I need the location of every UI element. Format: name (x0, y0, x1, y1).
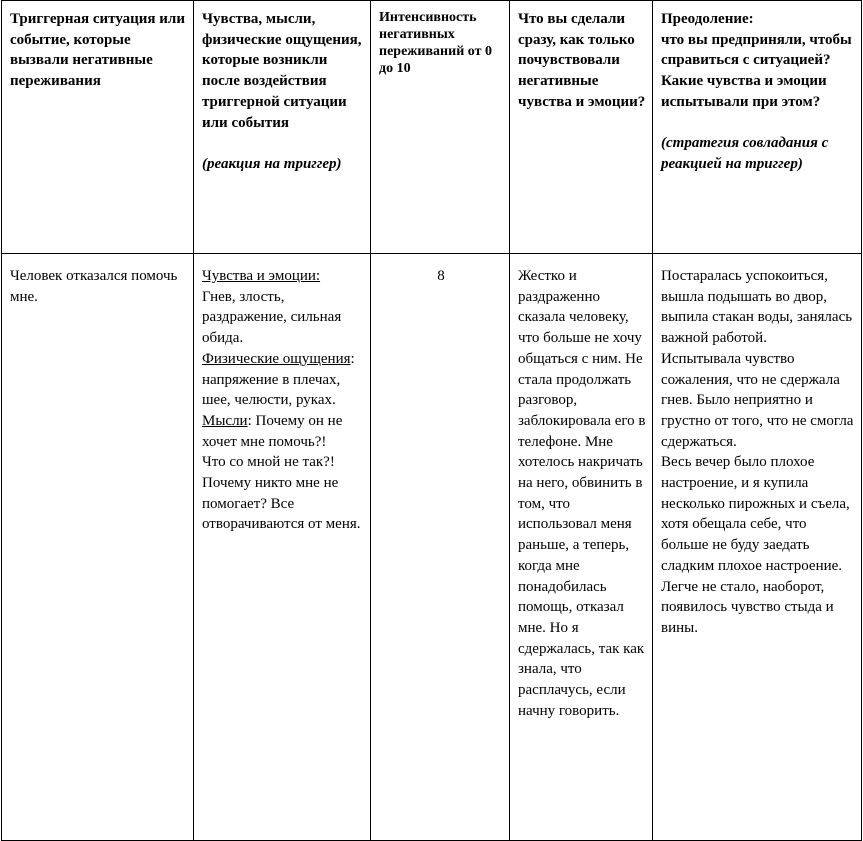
cell-coping (653, 254, 862, 841)
cell-intensity (371, 254, 510, 841)
header-coping (653, 1, 862, 254)
cbt-worksheet-table (1, 0, 862, 841)
physical-colon: : (350, 350, 355, 367)
header-trigger-situation-text: Триггерная ситуация или событие, которые вызвали негативные переживания (10, 11, 185, 90)
feelings-label: Чувства и эмоции: (202, 268, 321, 284)
header-coping-note: (стратегия совладания с реакцией на триггер) (661, 135, 829, 172)
cell-immediate-action (510, 254, 653, 841)
header-coping-line1: Преодоление: (661, 11, 754, 27)
intensity-value: 8 (437, 268, 445, 284)
coping-text-2: Испытывала чувство сожаления, что не сдержала гнев. Было неприятно и грустно от того, что не смогла сдержаться. (661, 350, 854, 450)
header-intensity-text: Интенсивность негативных переживаний от 0 до 10 (379, 10, 492, 76)
immediate-action-text: Жестко и раздраженно сказала человеку, что больше не хочу общаться с ним. Не стала продолжать разговор, заблокировала его в телефоне. Мне хотелось накричать на него, обвинить в том, что использовал меня раньше, а теперь, когда мне понадобилась помощь, отказал мне. Но я сдержалась, так как знала, что расплачусь, если начну говорить. (518, 268, 646, 719)
thoughts-text-3: Почему никто мне не помогает? Все отворачиваются от меня. (202, 475, 361, 533)
header-row (2, 1, 862, 254)
header-immediate-action (510, 1, 653, 254)
table-row (2, 254, 862, 841)
physical-label: Физические ощущения (202, 350, 351, 367)
header-intensity (371, 1, 510, 254)
header-trigger-situation (2, 1, 194, 254)
thoughts-text: : Почему он не хочет мне помочь?! (202, 412, 343, 450)
thoughts-text-2: Что со мной не так?! (202, 454, 335, 471)
cell-reaction (194, 254, 371, 841)
situation-text: Человек отказался помочь мне. (10, 268, 178, 305)
header-reaction-text: Чувства, мысли, физические ощущения, которые возникли после воздействия триггерной ситуации или события (202, 11, 362, 131)
coping-text-3: Весь вечер было плохое настроение, и я купила несколько пирожных и съела, хотя обещала себе, что больше не буду заедать сладким плохое настроение. Легче не стало, наоборот, появилось чувство стыда и вины. (661, 454, 850, 636)
header-reaction (194, 1, 371, 254)
header-coping-line3: Какие чувства и эмоции испытывали при этом? (661, 73, 827, 110)
thoughts-label: Мысли (202, 412, 248, 429)
header-immediate-action-text: Что вы сделали сразу, как только почувствовали негативные чувства и эмоции? (518, 11, 646, 110)
feelings-text: Гнев, злость, раздражение, сильная обида. (202, 288, 342, 347)
header-reaction-note: (реакция на триггер) (202, 155, 342, 172)
physical-text: напряжение в плечах, шее, челюсти, руках. (202, 371, 341, 409)
header-coping-line2: что вы предприняли, чтобы справиться с ситуацией? (661, 31, 852, 69)
coping-text-1: Постаралась успокоиться, вышла подышать во двор, выпила стакан воды, занялась важной работой. (661, 268, 853, 347)
cell-situation (2, 254, 194, 841)
